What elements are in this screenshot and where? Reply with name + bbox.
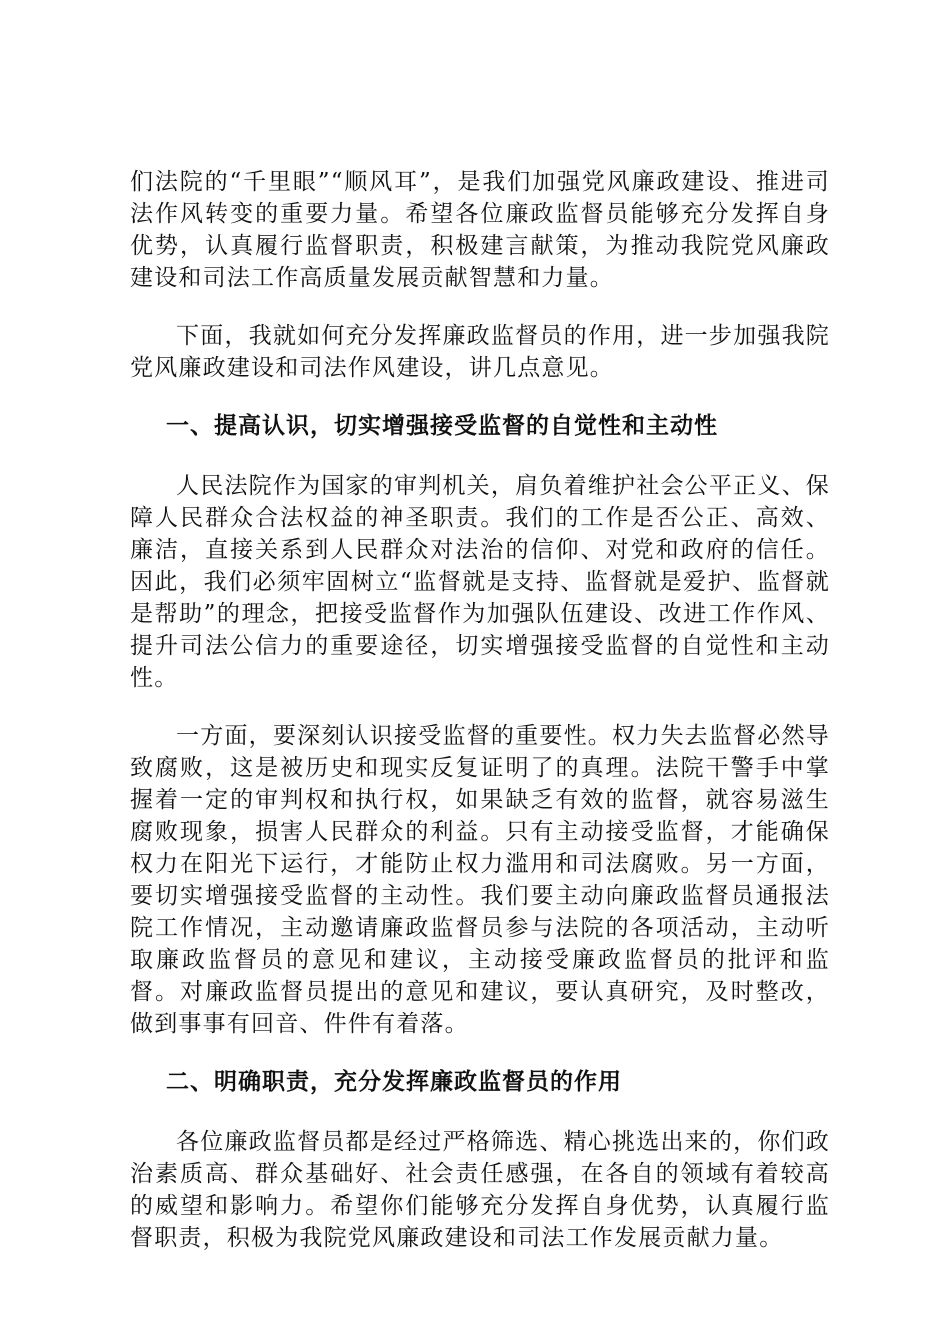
paragraph-section1-detail: 一方面，要深刻认识接受监督的重要性。权力失去监督必然导致腐败，这是被历史和现实反复证明了的真理。法院干警手中掌握着一定的审判权和执行权，如果缺乏有效的监督，就容易滋生腐败现象，损害人民群众的利益。只有主动接受监督，才能确保权力在阳光下运行，才能防止权力滥用和司法腐败。另一方面，要切实增强接受监督的主动性。我们要主动向廉政监督员通报法院工作情况，主动邀请廉政监督员参与法院的各项活动，主动听取廉政监督员的意见和建议，主动接受廉政监督员的批评和监督。对廉政监督员提出的意见和建议，要认真研究，及时整改，做到事事有回音、件件有着落。	[130, 723, 830, 1037]
section-heading-2: 二、明确职责，充分发挥廉政监督员的作用	[166, 1068, 622, 1095]
paragraph-intro: 下面，我就如何充分发挥廉政监督员的作用，进一步加强我院党风廉政建设和司法作风建设，讲几点意见。	[130, 323, 830, 381]
paragraph-continuation: 们法院的“千里眼”“顺风耳”，是我们加强党风廉政建设、推进司法作风转变的重要力量。希望各位廉政监督员能够充分发挥自身优势，认真履行监督职责，积极建言献策，为推动我院党风廉政建设和司法工作高质量发展贡献智慧和力量。	[130, 169, 830, 291]
document-page	[130, 166, 830, 1254]
paragraph-section2-body: 各位廉政监督员都是经过严格筛选、精心挑选出来的，你们政治素质高、群众基础好、社会责任感强，在各自的领域有着较高的威望和影响力。希望你们能够充分发挥自身优势，认真履行监督职责，积极为我院党风廉政建设和司法工作发展贡献力量。	[130, 1129, 830, 1251]
section-heading-1: 一、提高认识，切实增强接受监督的自觉性和主动性	[166, 412, 718, 439]
paragraph-section1-body: 人民法院作为国家的审判机关，肩负着维护社会公平正义、保障人民群众合法权益的神圣职责。我们的工作是否公正、高效、廉洁，直接关系到人民群众对法治的信仰、对党和政府的信任。因此，我们必须牢固树立“监督就是支持、监督就是爱护、监督就是帮助”的理念，把接受监督作为加强队伍建设、改进工作作风、提升司法公信力的重要途径，切实增强接受监督的自觉性和主动性。	[130, 473, 830, 691]
